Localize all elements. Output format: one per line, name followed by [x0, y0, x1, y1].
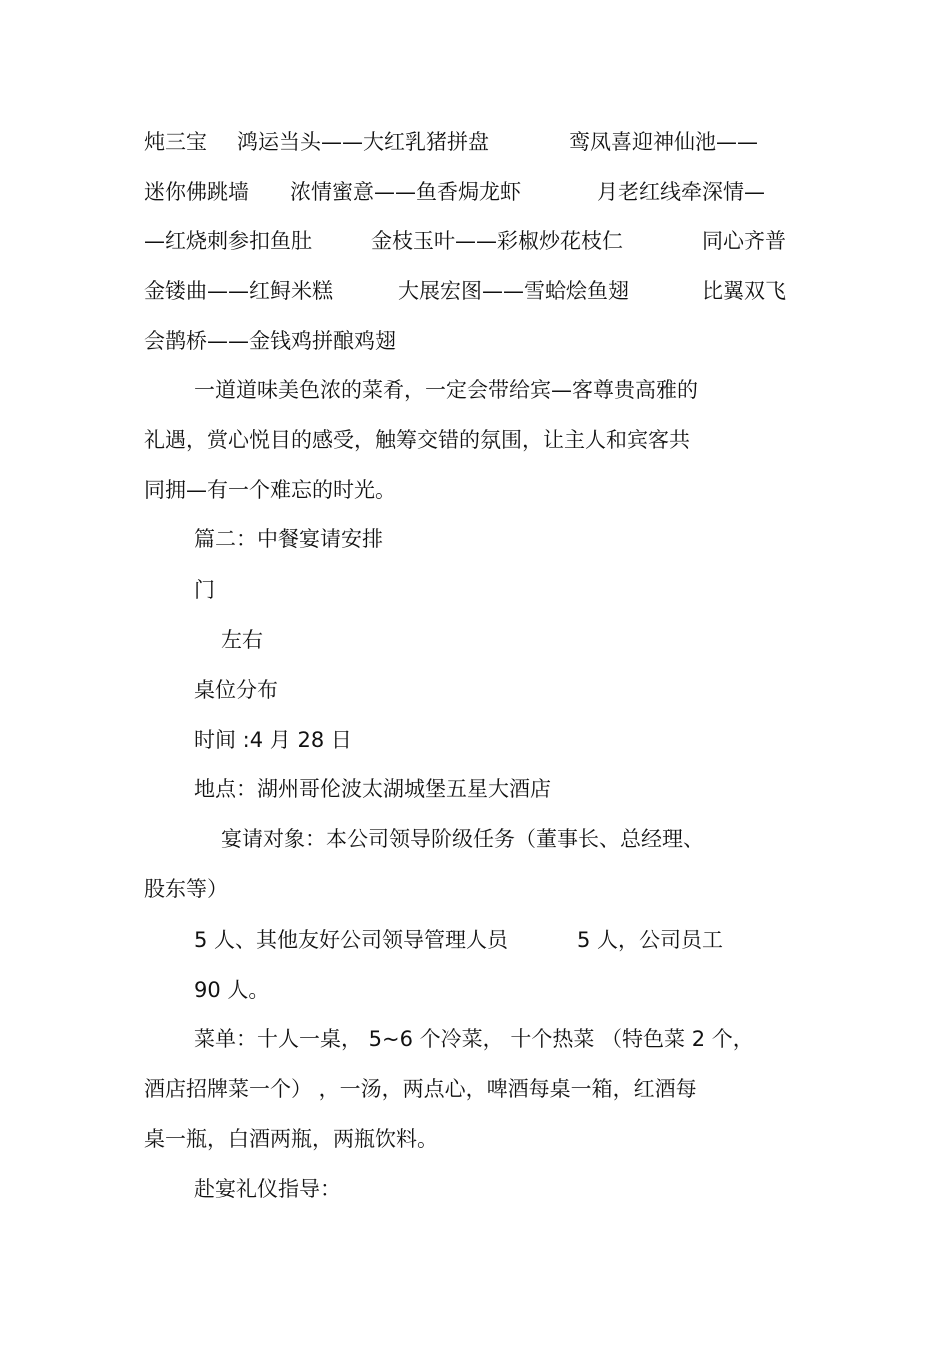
table-layout-label-text: 桌位分布	[194, 678, 278, 702]
menu-item: 月老红线牵深情—	[597, 180, 765, 204]
menu-item: 金镂曲——红鲟米糕	[144, 279, 333, 303]
menu-item: 大展宏图——雪蛤烩鱼翅	[398, 279, 629, 303]
etiquette-title-text: 赴宴礼仪指导：	[194, 1177, 341, 1201]
intro-text: 礼遇，赏心悦目的感受，触筹交错的氛围，让主人和宾客共	[144, 428, 690, 452]
event-time-text: 时间 :4 月 28 日	[194, 728, 352, 752]
menu-item: 会鹊桥——金钱鸡拼酿鸡翅	[144, 329, 396, 353]
menu-item: 鸿运当头——大红乳猪拼盘	[237, 130, 489, 154]
guest-count-text: 5 人，公司员工	[577, 928, 724, 952]
section-title-text: 篇二：中餐宴请安排	[194, 527, 383, 551]
menu-item: —红烧刺参扣鱼肚	[144, 229, 312, 253]
guests-text: 股东等）	[144, 877, 228, 901]
menu-item: 迷你佛跳墙	[144, 180, 249, 204]
left-right-label-text: 左右	[221, 628, 263, 652]
menu-paragraph-text: 酒店招牌菜一个） ，一汤，两点心，啤酒每桌一箱，红酒每	[144, 1077, 697, 1101]
menu-item: 浓情蜜意——鱼香焗龙虾	[290, 180, 521, 204]
menu-item: 鸾凤喜迎神仙池——	[569, 130, 758, 154]
intro-text: 一道道味美色浓的菜肴，一定会带给宾—客尊贵高雅的	[194, 378, 698, 402]
staff-count-text: 90 人。	[194, 978, 270, 1002]
door-label-text: 门	[194, 578, 215, 602]
guests-text: 宴请对象：本公司领导阶级任务（董事长、总经理、	[221, 827, 704, 851]
menu-item: 炖三宝	[144, 130, 207, 154]
event-location-text: 地点：湖州哥伦波太湖城堡五星大酒店	[194, 777, 551, 801]
menu-item: 同心齐普	[702, 229, 786, 253]
menu-paragraph-text: 桌一瓶，白酒两瓶，两瓶饮料。	[144, 1127, 438, 1151]
menu-item: 比翼双飞	[702, 279, 786, 303]
guest-count-text: 5 人、其他友好公司领导管理人员	[194, 928, 509, 952]
menu-item: 金枝玉叶——彩椒炒花枝仁	[371, 229, 623, 253]
intro-text: 同拥—有一个难忘的时光。	[144, 478, 396, 502]
menu-paragraph-text: 菜单：十人一桌， 5~6 个冷菜， 十个热菜 （特色菜 2 个，	[194, 1027, 754, 1051]
